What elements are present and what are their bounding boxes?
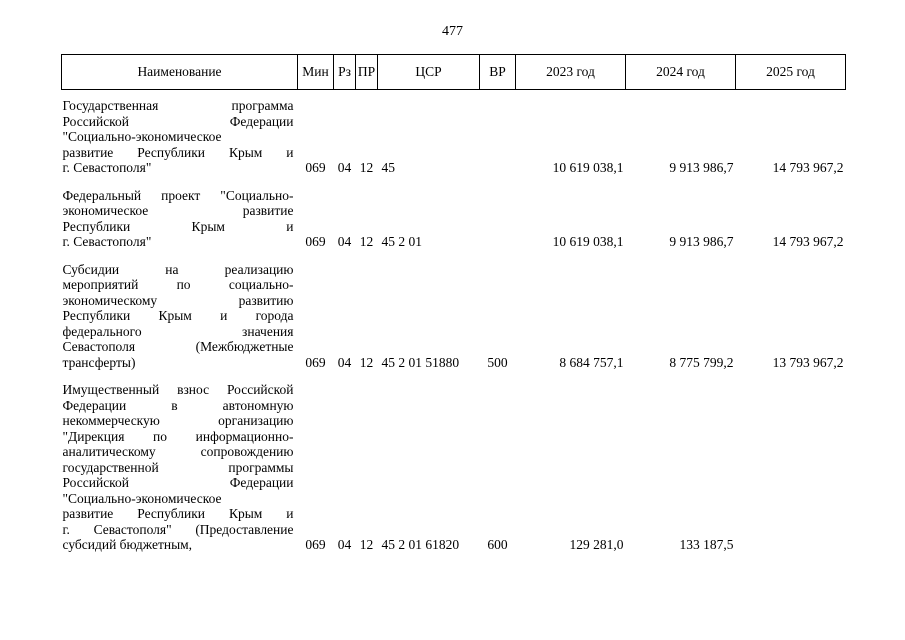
row-name-line: "Социально-экономическое: [62, 490, 222, 506]
header-2025: 2025 год: [736, 55, 846, 90]
row-name-line: г. Севастополя": [62, 234, 152, 249]
row-name: [62, 98, 298, 178]
row-name: [62, 382, 298, 555]
row-csr: 45 2 01 51880: [381, 354, 460, 370]
row-vr: [480, 188, 516, 252]
row-name-line: мероприятий по социально-: [62, 277, 294, 292]
row-csr: 45 2 01 61820: [381, 537, 460, 552]
row-rz: 04: [337, 537, 352, 552]
row-2025: 14 793 967,2: [772, 234, 844, 249]
row-name-line: субсидий бюджетным,: [62, 537, 193, 552]
header-csr: ЦСР: [378, 55, 480, 90]
row-pr: 12: [359, 354, 374, 370]
row-2023: 8 684 757,1: [559, 354, 624, 370]
row-name-line: федерального значения: [62, 323, 294, 339]
row-name-line: экономическое развитие: [62, 203, 294, 218]
row-name-line: Российской Федерации: [62, 113, 294, 129]
row-2023: 10 619 038,1: [552, 160, 624, 175]
row-name-line: Республики Крым и города: [62, 308, 294, 323]
row-2025: [736, 382, 846, 555]
header-name: Наименование: [62, 55, 298, 90]
budget-table: [61, 54, 846, 555]
table-row: [62, 98, 846, 178]
row-name: [62, 188, 298, 252]
header-pr: ПР: [356, 55, 378, 90]
row-2024: 133 187,5: [679, 537, 734, 552]
row-name-line: аналитическому сопровождению: [62, 444, 294, 459]
row-name-line: Российской Федерации: [62, 475, 294, 490]
row-pr: 12: [359, 160, 374, 175]
row-name-line: "Социально-экономическое: [62, 129, 222, 144]
row-name-line: Республики Крым и: [62, 218, 294, 234]
row-name-line: Субсидии на реализацию: [62, 261, 294, 277]
header-min: Мин: [298, 55, 334, 90]
row-spacer: [62, 372, 846, 382]
row-name-line: Севастополя (Межбюджетные: [62, 339, 294, 354]
table-header-row: [62, 55, 846, 90]
row-2024: 8 775 799,2: [669, 354, 734, 370]
row-min: 069: [305, 354, 326, 370]
table-row: [62, 262, 846, 373]
row-name-line: трансферты): [62, 354, 136, 370]
row-spacer: [62, 90, 846, 99]
row-name-line: г. Севастополя": [62, 160, 152, 175]
row-vr: 600: [487, 537, 508, 552]
row-name-line: Государственная программа: [62, 98, 294, 113]
row-name-line: Имущественный взнос Российской: [62, 382, 294, 397]
row-min: 069: [305, 234, 326, 249]
table-row: [62, 188, 846, 252]
row-name-line: Федеральный проект "Социально-: [62, 187, 294, 203]
table-body: [62, 90, 846, 555]
row-name-line: развитие Республики Крым и: [62, 506, 294, 521]
row-vr: [480, 98, 516, 178]
row-pr: 12: [359, 537, 374, 552]
row-name-line: "Дирекция по информационно-: [62, 428, 294, 444]
row-csr: 45 2 01: [381, 234, 422, 249]
header-2024: 2024 год: [626, 55, 736, 90]
row-2024: 9 913 986,7: [669, 234, 734, 249]
row-vr: 500: [487, 354, 508, 370]
row-csr: 45: [381, 160, 395, 175]
row-spacer: [62, 252, 846, 262]
row-name-line: развитие Республики Крым и: [62, 144, 294, 160]
row-rz: 04: [337, 234, 352, 249]
row-name-line: некоммерческую организацию: [62, 413, 294, 428]
row-name: [62, 262, 298, 373]
header-2023: 2023 год: [516, 55, 626, 90]
row-rz: 04: [337, 160, 352, 175]
table-row: [62, 382, 846, 555]
row-min: 069: [305, 537, 326, 552]
row-2023: 10 619 038,1: [552, 234, 624, 249]
header-rz: Рз: [334, 55, 356, 90]
row-2025: 14 793 967,2: [772, 160, 844, 175]
row-name-line: государственной программы: [62, 459, 294, 475]
header-vr: ВР: [480, 55, 516, 90]
row-pr: 12: [359, 234, 374, 249]
row-min: 069: [305, 160, 326, 175]
page-number: 477: [442, 24, 463, 39]
row-2023: 129 281,0: [569, 537, 624, 552]
row-name-line: экономическому развитию: [62, 292, 294, 308]
row-2025: 13 793 967,2: [772, 354, 844, 370]
row-name-line: Федерации в автономную: [62, 397, 294, 413]
row-spacer: [62, 178, 846, 188]
row-rz: 04: [337, 354, 352, 370]
row-2024: 9 913 986,7: [669, 160, 734, 175]
row-name-line: г. Севастополя" (Предоставление: [62, 521, 294, 537]
